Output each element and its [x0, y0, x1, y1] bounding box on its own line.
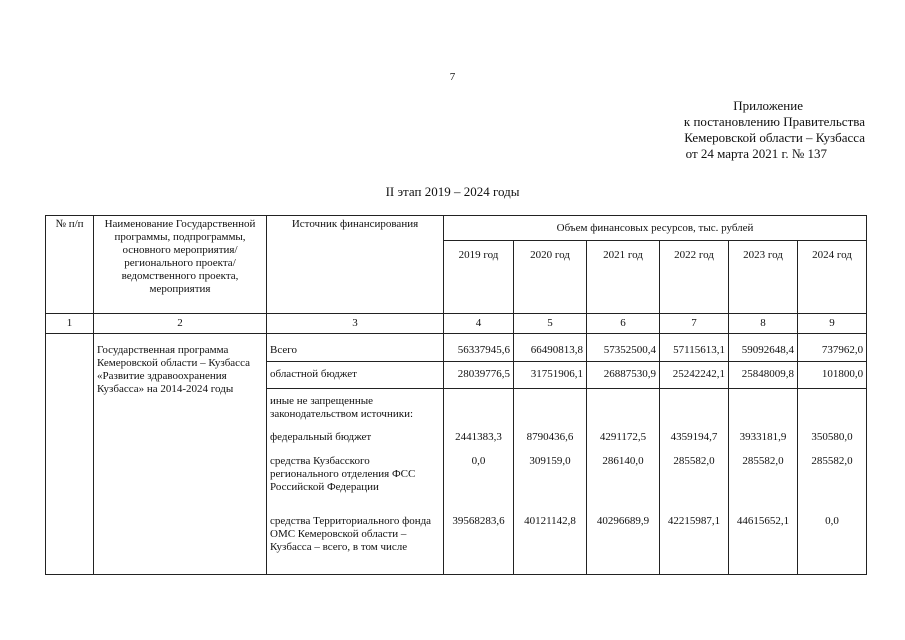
column-number: 4 [444, 314, 514, 334]
row-value: 737962,0 [798, 342, 867, 362]
row-value: 4291172,5 [587, 429, 660, 453]
row-value: 25242242,1 [660, 362, 729, 389]
row-value: 44615652,1 [729, 513, 798, 575]
row-source: областной бюджет [267, 362, 444, 389]
row-value: 57352500,4 [587, 342, 660, 362]
row-value: 28039776,5 [444, 362, 514, 389]
header-num: № п/п [46, 216, 94, 314]
row-value: 40296689,9 [587, 513, 660, 575]
appendix-line-1: Приложение [733, 98, 803, 113]
row-value: 31751906,1 [514, 362, 587, 389]
column-number: 6 [587, 314, 660, 334]
appendix-line-3: Кемеровской области – Кузбасса [684, 130, 865, 145]
row-value: 2441383,3 [444, 429, 514, 453]
row-value: 0,0 [444, 453, 514, 513]
header-year-2024: 2024 год [798, 241, 867, 314]
row-value: 285582,0 [729, 453, 798, 513]
row-value: 26887530,9 [587, 362, 660, 389]
row-value: 309159,0 [514, 453, 587, 513]
column-number: 5 [514, 314, 587, 334]
row-value: 285582,0 [660, 453, 729, 513]
row-value: 42215987,1 [660, 513, 729, 575]
row-value: 40121142,8 [514, 513, 587, 575]
header-year-2021: 2021 год [587, 241, 660, 314]
header-volume: Объем финансовых ресурсов, тыс. рублей [444, 216, 867, 241]
header-year-2020: 2020 год [514, 241, 587, 314]
appendix-line-4: от 24 марта 2021 г. № 137 [685, 146, 827, 161]
row-value: 59092648,4 [729, 342, 798, 362]
row-value: 4359194,7 [660, 429, 729, 453]
column-number: 3 [267, 314, 444, 334]
row-value: 286140,0 [587, 453, 660, 513]
row-value: 285582,0 [798, 453, 867, 513]
stage-title: II этап 2019 – 2024 годы [385, 184, 520, 199]
row-source: средства Кузбасского регионального отделения ФСС Российской Федерации [267, 453, 444, 513]
row-value: 66490813,8 [514, 342, 587, 362]
header-source: Источник финансирования [267, 216, 444, 314]
column-number: 9 [798, 314, 867, 334]
program-name: Государственная программа Кемеровской области – Кузбасса «Развитие здравоохранения Кузбасса» на 2014-2024 годы [94, 334, 267, 575]
row-source: средства Территориального фонда ОМС Кемеровской области – Кузбасса – всего, в том числе [267, 513, 444, 575]
row-value: 101800,0 [798, 362, 867, 389]
row-value: 25848009,8 [729, 362, 798, 389]
header-year-2019: 2019 год [444, 241, 514, 314]
appendix-header [684, 98, 865, 162]
column-number: 2 [94, 314, 267, 334]
row-value: 57115613,1 [660, 342, 729, 362]
header-name: Наименование Государственной программы, подпрограммы, основного мероприятия/регионального проекта/ведомственного проекта, мероприятия [94, 216, 267, 314]
row-value: 39568283,6 [444, 513, 514, 575]
column-number: 7 [660, 314, 729, 334]
row-value: 8790436,6 [514, 429, 587, 453]
column-number: 8 [729, 314, 798, 334]
row-source: федеральный бюджет [267, 429, 444, 453]
header-year-2023: 2023 год [729, 241, 798, 314]
column-number: 1 [46, 314, 94, 334]
row-value: 3933181,9 [729, 429, 798, 453]
row-value: 350580,0 [798, 429, 867, 453]
page-number: 7 [449, 71, 456, 83]
header-year-2022: 2022 год [660, 241, 729, 314]
appendix-line-2: к постановлению Правительства [683, 114, 865, 129]
row-source: иные не запрещенные законодательством источники: [267, 389, 444, 429]
financing-table [45, 215, 867, 575]
row-source: Всего [267, 342, 444, 362]
program-num [46, 334, 94, 575]
row-value: 56337945,6 [444, 342, 514, 362]
row-value: 0,0 [798, 513, 867, 575]
